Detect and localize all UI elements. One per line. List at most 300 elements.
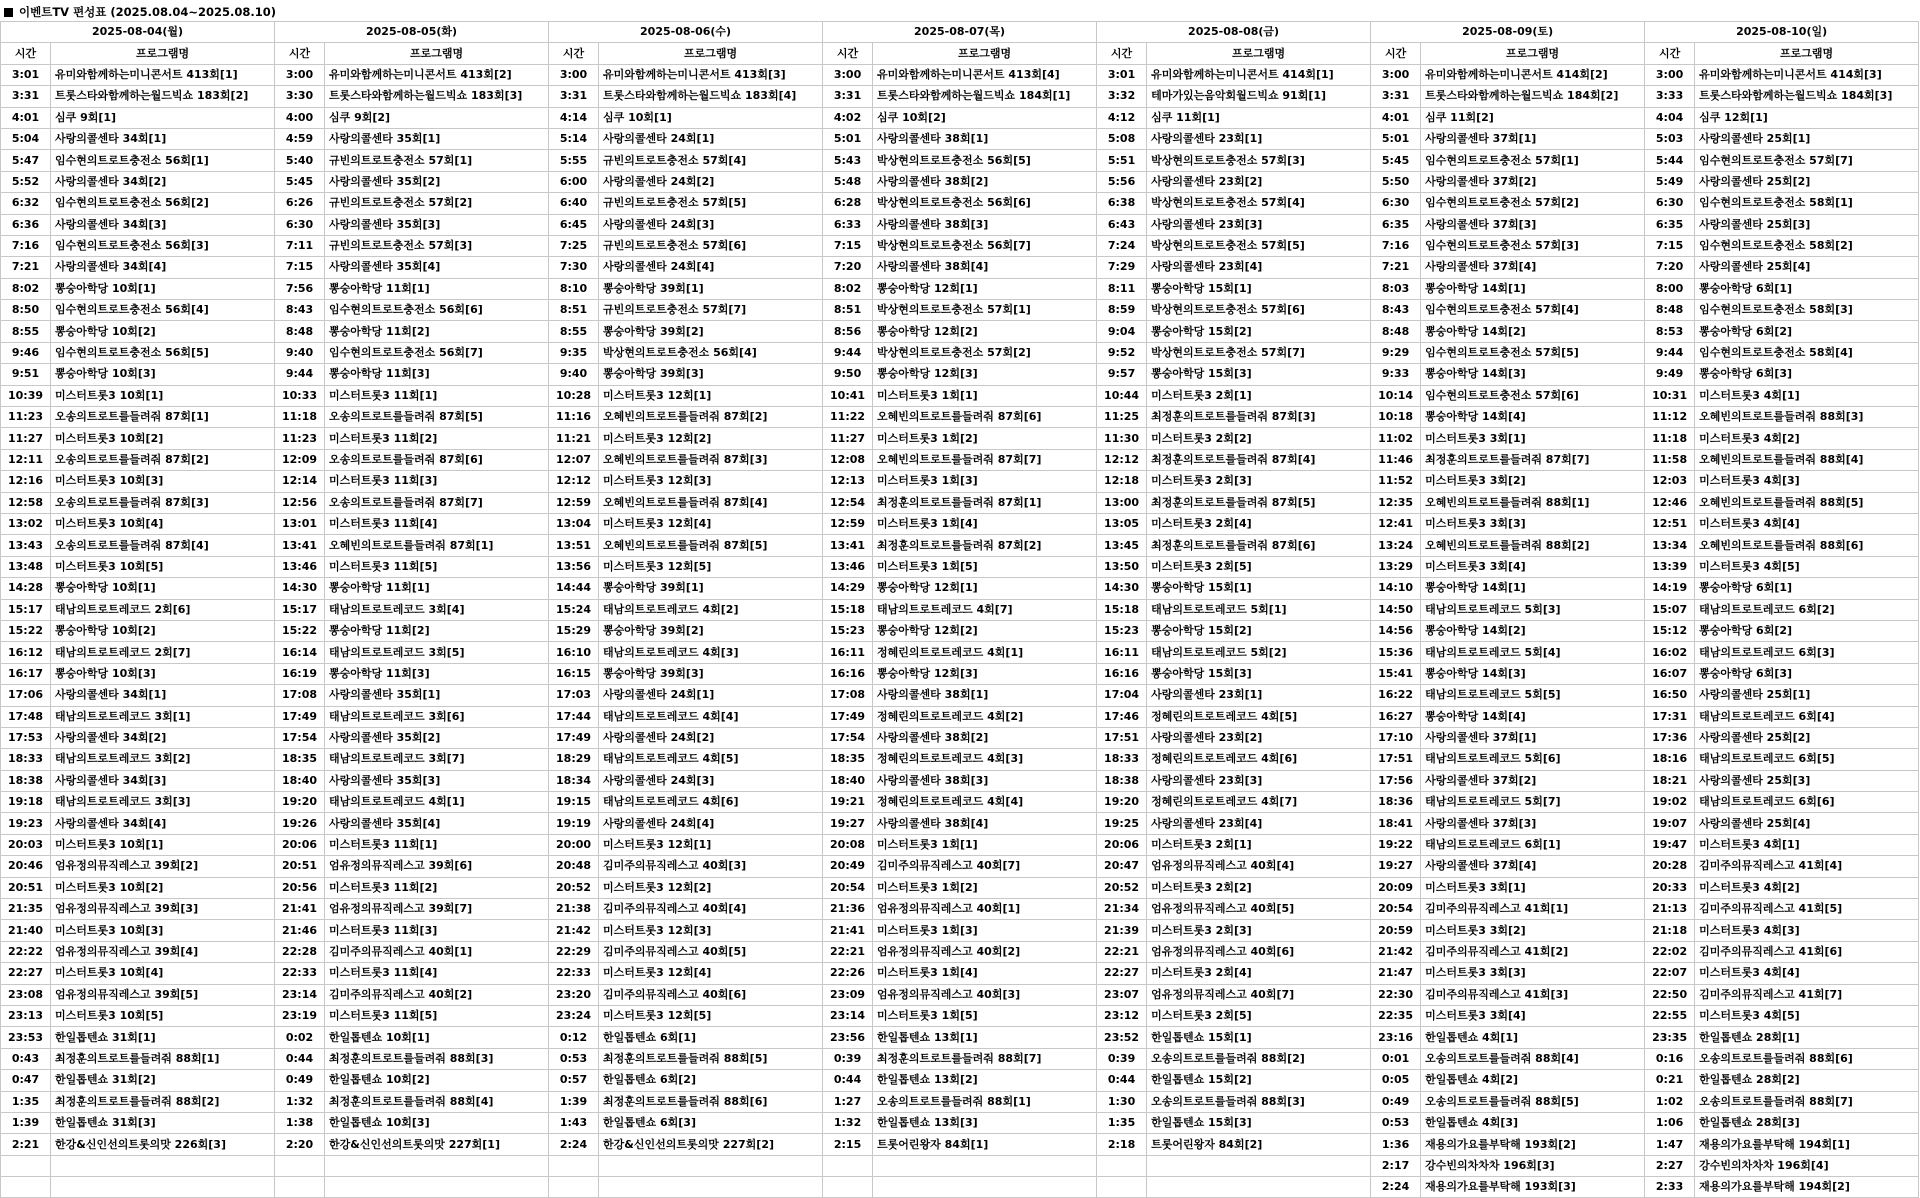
time-cell: 0:12	[549, 1027, 599, 1048]
time-cell: 8:43	[275, 300, 325, 321]
time-cell: 6:43	[1097, 214, 1147, 235]
time-cell: 21:42	[549, 920, 599, 941]
time-cell: 22:29	[549, 941, 599, 962]
program-cell: 박상현의트로트충전소 56회[5]	[873, 150, 1097, 171]
program-cell: 미스터트롯3 10회[2]	[51, 428, 275, 449]
program-cell: 트롯스타와함께하는월드빅쇼 184회[2]	[1421, 86, 1645, 107]
time-cell: 2:18	[1097, 1134, 1147, 1155]
time-cell: 21:34	[1097, 899, 1147, 920]
program-cell: 태남의트로트레코드 6회[1]	[1421, 834, 1645, 855]
time-cell: 3:31	[1, 86, 51, 107]
program-cell: 오송의트로트를들려줘 87회[6]	[325, 449, 549, 470]
program-cell: 유미와함께하는미니콘서트 414회[1]	[1147, 64, 1371, 85]
program-cell: 오송의트로트를들려줘 88회[2]	[1147, 1048, 1371, 1069]
table-row	[1, 321, 1919, 342]
program-cell: 오송의트로트를들려줘 88회[3]	[1147, 1091, 1371, 1112]
program-cell: 미스터트롯3 4회[1]	[1695, 834, 1919, 855]
time-cell: 11:22	[823, 407, 873, 428]
time-cell: 19:47	[1645, 834, 1695, 855]
program-cell: 태남의트로트레코드 3회[5]	[325, 642, 549, 663]
time-cell: 14:30	[1097, 578, 1147, 599]
time-cell: 12:14	[275, 471, 325, 492]
program-cell: 뽕숭아학당 11회[2]	[325, 321, 549, 342]
program-column-header: 프로그램명	[51, 43, 275, 64]
time-cell: 9:57	[1097, 364, 1147, 385]
time-cell: 9:44	[275, 364, 325, 385]
time-cell: 18:35	[275, 749, 325, 770]
program-cell: 사랑의콜센타 25회[1]	[1695, 128, 1919, 149]
program-cell: 트롯스타와함께하는월드빅쇼 184회[3]	[1695, 86, 1919, 107]
time-cell: 7:24	[1097, 235, 1147, 256]
time-cell: 0:39	[823, 1048, 873, 1069]
time-cell: 20:47	[1097, 856, 1147, 877]
time-cell: 5:48	[823, 171, 873, 192]
time-cell: 5:47	[1, 150, 51, 171]
time-cell: 5:14	[549, 128, 599, 149]
time-cell: 17:56	[1371, 770, 1421, 791]
time-cell: 18:35	[823, 749, 873, 770]
time-column-header: 시간	[549, 43, 599, 64]
program-cell: 태남의트로트레코드 4회[6]	[599, 792, 823, 813]
program-cell: 미스터트롯3 2회[3]	[1147, 471, 1371, 492]
time-cell: 9:46	[1, 342, 51, 363]
program-cell: 트롯어린왕자 84회[1]	[873, 1134, 1097, 1155]
time-cell: 18:40	[823, 770, 873, 791]
program-cell: 임수현의트로트충전소 57회[3]	[1421, 235, 1645, 256]
program-cell: 김미주의뮤직레스고 40회[1]	[325, 941, 549, 962]
program-cell: 임수현의트로트충전소 56회[5]	[51, 342, 275, 363]
time-cell: 23:14	[275, 984, 325, 1005]
table-row	[1, 385, 1919, 406]
time-cell: 8:55	[1, 321, 51, 342]
time-cell: 11:58	[1645, 449, 1695, 470]
program-cell	[325, 1177, 549, 1198]
program-cell: 뽕숭아학당 11회[1]	[325, 578, 549, 599]
program-cell: 박상현의트로트충전소 57회[1]	[873, 300, 1097, 321]
time-cell: 12:58	[1, 492, 51, 513]
program-cell: 사랑의콜센타 35회[1]	[325, 128, 549, 149]
program-cell: 미스터트롯3 10회[3]	[51, 471, 275, 492]
time-cell: 4:02	[823, 107, 873, 128]
time-cell	[823, 1177, 873, 1198]
time-cell: 1:36	[1371, 1134, 1421, 1155]
time-cell: 5:08	[1097, 128, 1147, 149]
time-cell: 6:30	[1371, 193, 1421, 214]
program-cell: 뽕숭아학당 6회[3]	[1695, 364, 1919, 385]
program-cell: 박상현의트로트충전소 57회[5]	[1147, 235, 1371, 256]
time-cell: 16:07	[1645, 663, 1695, 684]
program-cell: 미스터트롯3 12회[2]	[599, 428, 823, 449]
program-cell: 오송의트로트를들려줘 87회[1]	[51, 407, 275, 428]
time-cell: 13:48	[1, 556, 51, 577]
program-cell: 한일톱텐쇼 31회[1]	[51, 1027, 275, 1048]
time-cell: 18:21	[1645, 770, 1695, 791]
table-row	[1, 1048, 1919, 1069]
program-cell: 규빈의트로트충전소 57회[2]	[325, 193, 549, 214]
program-cell: 최정훈의트로트를들려줘 88회[1]	[51, 1048, 275, 1069]
program-cell: 미스터트롯3 2회[4]	[1147, 963, 1371, 984]
time-cell: 12:51	[1645, 513, 1695, 534]
program-cell: 임수현의트로트충전소 57회[2]	[1421, 193, 1645, 214]
time-cell: 17:48	[1, 706, 51, 727]
time-cell: 22:27	[1097, 963, 1147, 984]
program-cell: 미스터트롯3 11회[1]	[325, 834, 549, 855]
date-header: 2025-08-08(금)	[1097, 22, 1371, 43]
program-cell: 미스터트롯3 10회[3]	[51, 920, 275, 941]
program-cell: 최정훈의트로트를들려줘 88회[7]	[873, 1048, 1097, 1069]
time-cell: 21:38	[549, 899, 599, 920]
time-cell: 21:40	[1, 920, 51, 941]
program-cell: 오송의트로트를들려줘 87회[7]	[325, 492, 549, 513]
program-cell: 태남의트로트레코드 3회[4]	[325, 599, 549, 620]
program-cell: 사랑의콜센타 24회[1]	[599, 685, 823, 706]
time-column-header: 시간	[1097, 43, 1147, 64]
program-cell: 뽕숭아학당 15회[2]	[1147, 321, 1371, 342]
time-cell: 23:53	[1, 1027, 51, 1048]
time-cell: 13:34	[1645, 535, 1695, 556]
program-cell: 오혜빈의트로트를들려줘 88회[6]	[1695, 535, 1919, 556]
time-cell: 5:52	[1, 171, 51, 192]
time-cell: 17:44	[549, 706, 599, 727]
time-cell: 8:00	[1645, 278, 1695, 299]
program-cell: 오송의트로트를들려줘 87회[3]	[51, 492, 275, 513]
program-cell: 엄유정의뮤직레스고 40회[5]	[1147, 899, 1371, 920]
program-cell	[51, 1177, 275, 1198]
program-cell: 최정훈의트로트를들려줘 88회[6]	[599, 1091, 823, 1112]
time-cell: 18:38	[1097, 770, 1147, 791]
program-cell: 한일톱텐쇼 10회[3]	[325, 1112, 549, 1133]
program-cell: 미스터트롯3 4회[4]	[1695, 513, 1919, 534]
time-cell: 11:23	[1, 407, 51, 428]
time-cell: 9:52	[1097, 342, 1147, 363]
time-cell: 4:14	[549, 107, 599, 128]
time-cell: 15:07	[1645, 599, 1695, 620]
time-cell: 5:55	[549, 150, 599, 171]
time-cell: 20:59	[1371, 920, 1421, 941]
program-cell	[1147, 1177, 1371, 1198]
program-cell: 태남의트로트레코드 5회[7]	[1421, 792, 1645, 813]
page-title-text: 이벤트TV 편성표 (2025.08.04~2025.08.10)	[19, 5, 277, 19]
program-cell: 한일톱텐쇼 4회[1]	[1421, 1027, 1645, 1048]
program-cell: 미스터트롯3 1회[1]	[873, 385, 1097, 406]
time-cell: 14:44	[549, 578, 599, 599]
table-row	[1, 642, 1919, 663]
program-cell: 태남의트로트레코드 4회[7]	[873, 599, 1097, 620]
time-cell: 20:54	[823, 877, 873, 898]
time-cell: 13:01	[275, 513, 325, 534]
time-cell: 17:04	[1097, 685, 1147, 706]
time-cell: 3:00	[275, 64, 325, 85]
time-cell: 6:26	[275, 193, 325, 214]
program-cell: 엄유정의뮤직레스고 39회[6]	[325, 856, 549, 877]
program-cell: 한일톱텐쇼 28회[3]	[1695, 1112, 1919, 1133]
time-cell: 12:12	[1097, 449, 1147, 470]
program-cell: 뽕숭아학당 10회[3]	[51, 663, 275, 684]
program-column-header: 프로그램명	[325, 43, 549, 64]
time-cell: 15:36	[1371, 642, 1421, 663]
program-cell: 태남의트로트레코드 6회[3]	[1695, 642, 1919, 663]
program-cell: 한일톱텐쇼 10회[1]	[325, 1027, 549, 1048]
time-cell: 14:50	[1371, 599, 1421, 620]
program-cell: 사랑의콜센타 24회[4]	[599, 257, 823, 278]
program-cell: 뽕숭아학당 39회[3]	[599, 663, 823, 684]
program-cell: 사랑의콜센타 34회[2]	[51, 171, 275, 192]
program-cell: 사랑의콜센타 24회[3]	[599, 770, 823, 791]
program-cell: 정혜린의트로트레코드 4회[4]	[873, 792, 1097, 813]
program-cell: 트롯어린왕자 84회[2]	[1147, 1134, 1371, 1155]
program-cell	[599, 1177, 823, 1198]
program-cell: 사랑의콜센타 25회[4]	[1695, 813, 1919, 834]
time-cell: 13:56	[549, 556, 599, 577]
time-cell: 13:46	[275, 556, 325, 577]
time-cell: 7:15	[275, 257, 325, 278]
program-cell: 정혜린의트로트레코드 4회[6]	[1147, 749, 1371, 770]
time-cell: 12:46	[1645, 492, 1695, 513]
program-cell	[599, 1155, 823, 1176]
time-cell: 13:41	[823, 535, 873, 556]
time-cell: 19:27	[823, 813, 873, 834]
program-cell	[325, 1155, 549, 1176]
time-cell: 15:17	[1, 599, 51, 620]
date-header: 2025-08-09(토)	[1371, 22, 1645, 43]
program-cell: 김미주의뮤직레스고 40회[7]	[873, 856, 1097, 877]
time-cell	[275, 1177, 325, 1198]
table-row	[1, 599, 1919, 620]
time-cell: 13:05	[1097, 513, 1147, 534]
program-cell: 사랑의콜센타 35회[3]	[325, 214, 549, 235]
program-cell: 오송의트로트를들려줘 87회[5]	[325, 407, 549, 428]
program-cell: 유미와함께하는미니콘서트 414회[3]	[1695, 64, 1919, 85]
program-cell: 태남의트로트레코드 4회[4]	[599, 706, 823, 727]
program-cell: 미스터트롯3 1회[5]	[873, 556, 1097, 577]
time-cell: 22:33	[275, 963, 325, 984]
table-row	[1, 1005, 1919, 1026]
time-cell: 3:30	[275, 86, 325, 107]
time-cell: 14:29	[823, 578, 873, 599]
program-cell: 임수현의트로트충전소 56회[1]	[51, 150, 275, 171]
time-cell: 0:53	[549, 1048, 599, 1069]
program-cell: 사랑의콜센타 25회[3]	[1695, 214, 1919, 235]
time-cell: 5:04	[1, 128, 51, 149]
program-cell: 트롯스타와함께하는월드빅쇼 184회[1]	[873, 86, 1097, 107]
program-cell: 뽕숭아학당 11회[2]	[325, 620, 549, 641]
time-cell: 15:22	[275, 620, 325, 641]
time-cell: 14:10	[1371, 578, 1421, 599]
program-cell: 유미와함께하는미니콘서트 414회[2]	[1421, 64, 1645, 85]
table-row	[1, 128, 1919, 149]
time-cell: 8:51	[549, 300, 599, 321]
time-cell: 4:00	[275, 107, 325, 128]
time-cell: 21:18	[1645, 920, 1695, 941]
time-cell: 16:19	[275, 663, 325, 684]
schedule-table	[0, 21, 1919, 1198]
time-cell: 3:00	[1645, 64, 1695, 85]
program-cell: 한일톱텐쇼 13회[1]	[873, 1027, 1097, 1048]
program-cell: 미스터트롯3 3회[1]	[1421, 877, 1645, 898]
program-cell: 뽕숭아학당 11회[1]	[325, 278, 549, 299]
table-row	[1, 834, 1919, 855]
program-cell: 김미주의뮤직레스고 41회[6]	[1695, 941, 1919, 962]
program-cell: 최정훈의트로트를들려줘 88회[2]	[51, 1091, 275, 1112]
program-cell: 오혜빈의트로트를들려줘 87회[6]	[873, 407, 1097, 428]
program-cell: 재용의가요를부탁해 193회[3]	[1421, 1177, 1645, 1198]
time-cell: 13:46	[823, 556, 873, 577]
program-cell: 박상현의트로트충전소 57회[4]	[1147, 193, 1371, 214]
program-cell: 오혜빈의트로트를들려줘 87회[5]	[599, 535, 823, 556]
program-cell: 태남의트로트레코드 5회[1]	[1147, 599, 1371, 620]
time-cell: 16:27	[1371, 706, 1421, 727]
table-row	[1, 428, 1919, 449]
time-cell: 21:36	[823, 899, 873, 920]
program-cell: 뽕숭아학당 14회[1]	[1421, 278, 1645, 299]
time-cell: 11:18	[275, 407, 325, 428]
program-cell: 정혜린의트로트레코드 4회[7]	[1147, 792, 1371, 813]
program-cell: 미스터트롯3 11회[1]	[325, 385, 549, 406]
time-cell: 6:36	[1, 214, 51, 235]
table-row	[1, 1091, 1919, 1112]
time-cell: 12:07	[549, 449, 599, 470]
time-cell: 12:35	[1371, 492, 1421, 513]
time-cell: 8:48	[1371, 321, 1421, 342]
time-cell: 7:16	[1, 235, 51, 256]
time-cell: 17:53	[1, 727, 51, 748]
program-cell: 박상현의트로트충전소 57회[3]	[1147, 150, 1371, 171]
time-cell: 11:12	[1645, 407, 1695, 428]
time-cell: 19:02	[1645, 792, 1695, 813]
time-cell: 8:51	[823, 300, 873, 321]
table-row	[1, 407, 1919, 428]
time-cell: 10:18	[1371, 407, 1421, 428]
time-cell: 6:28	[823, 193, 873, 214]
time-cell: 4:59	[275, 128, 325, 149]
time-cell: 17:06	[1, 685, 51, 706]
time-cell: 12:11	[1, 449, 51, 470]
time-cell: 15:41	[1371, 663, 1421, 684]
program-cell: 미스터트롯3 4회[1]	[1695, 385, 1919, 406]
time-cell: 2:17	[1371, 1155, 1421, 1176]
program-cell: 미스터트롯3 1회[2]	[873, 428, 1097, 449]
time-cell: 10:44	[1097, 385, 1147, 406]
program-cell: 미스터트롯3 2회[1]	[1147, 834, 1371, 855]
program-cell: 최정훈의트로트를들려줘 87회[4]	[1147, 449, 1371, 470]
time-cell: 5:40	[275, 150, 325, 171]
time-cell: 17:36	[1645, 727, 1695, 748]
program-cell: 최정훈의트로트를들려줘 88회[4]	[325, 1091, 549, 1112]
program-cell: 사랑의콜센타 38회[3]	[873, 214, 1097, 235]
table-row	[1, 300, 1919, 321]
time-cell: 15:17	[275, 599, 325, 620]
table-row	[1, 86, 1919, 107]
program-cell: 미스터트롯3 4회[2]	[1695, 877, 1919, 898]
table-row	[1, 342, 1919, 363]
time-cell: 19:20	[1097, 792, 1147, 813]
table-row	[1, 685, 1919, 706]
time-cell: 1:39	[549, 1091, 599, 1112]
time-cell: 10:41	[823, 385, 873, 406]
time-cell: 8:50	[1, 300, 51, 321]
time-cell: 22:21	[823, 941, 873, 962]
time-cell: 20:52	[549, 877, 599, 898]
program-cell: 사랑의콜센타 34회[3]	[51, 214, 275, 235]
program-cell: 엄유정의뮤직레스고 39회[3]	[51, 899, 275, 920]
program-cell: 미스터트롯3 3회[1]	[1421, 428, 1645, 449]
program-cell: 미스터트롯3 3회[2]	[1421, 471, 1645, 492]
program-cell: 엄유정의뮤직레스고 40회[4]	[1147, 856, 1371, 877]
program-cell: 사랑의콜센타 25회[1]	[1695, 685, 1919, 706]
program-cell: 뽕숭아학당 39회[1]	[599, 278, 823, 299]
time-cell: 10:33	[275, 385, 325, 406]
time-cell: 2:27	[1645, 1155, 1695, 1176]
program-cell: 미스터트롯3 2회[2]	[1147, 877, 1371, 898]
time-cell: 21:39	[1097, 920, 1147, 941]
table-row	[1, 856, 1919, 877]
time-cell: 1:32	[275, 1091, 325, 1112]
time-cell: 16:50	[1645, 685, 1695, 706]
table-row	[1, 492, 1919, 513]
time-cell: 7:20	[1645, 257, 1695, 278]
time-cell: 22:50	[1645, 984, 1695, 1005]
time-cell: 7:29	[1097, 257, 1147, 278]
program-cell: 김미주의뮤직레스고 41회[3]	[1421, 984, 1645, 1005]
time-cell: 1:39	[1, 1112, 51, 1133]
program-cell: 미스터트롯3 12회[5]	[599, 1005, 823, 1026]
program-cell: 임수현의트로트충전소 58회[1]	[1695, 193, 1919, 214]
program-cell: 유미와함께하는미니콘서트 413회[4]	[873, 64, 1097, 85]
time-cell: 22:35	[1371, 1005, 1421, 1026]
program-cell: 미스터트롯3 4회[3]	[1695, 471, 1919, 492]
time-cell: 11:21	[549, 428, 599, 449]
program-cell: 뽕숭아학당 15회[3]	[1147, 663, 1371, 684]
program-cell: 뽕숭아학당 39회[1]	[599, 578, 823, 599]
time-cell: 6:45	[549, 214, 599, 235]
program-cell: 엄유정의뮤직레스고 40회[3]	[873, 984, 1097, 1005]
program-cell: 오송의트로트를들려줘 88회[6]	[1695, 1048, 1919, 1069]
time-cell: 18:33	[1097, 749, 1147, 770]
time-cell: 22:30	[1371, 984, 1421, 1005]
program-cell: 오혜빈의트로트를들려줘 88회[2]	[1421, 535, 1645, 556]
time-cell: 3:00	[549, 64, 599, 85]
time-cell: 4:01	[1, 107, 51, 128]
program-cell: 미스터트롯3 3회[2]	[1421, 920, 1645, 941]
program-cell: 한강&신인선의트롯의맛 226회[3]	[51, 1134, 275, 1155]
time-cell: 9:51	[1, 364, 51, 385]
time-cell: 3:01	[1, 64, 51, 85]
time-cell: 13:43	[1, 535, 51, 556]
time-cell: 10:14	[1371, 385, 1421, 406]
time-cell: 15:22	[1, 620, 51, 641]
time-cell: 2:21	[1, 1134, 51, 1155]
time-cell: 5:45	[275, 171, 325, 192]
time-cell: 20:48	[549, 856, 599, 877]
program-cell: 오혜빈의트로트를들려줘 87회[1]	[325, 535, 549, 556]
program-cell: 사랑의콜센타 25회[4]	[1695, 257, 1919, 278]
time-cell: 16:15	[549, 663, 599, 684]
program-cell: 사랑의콜센타 37회[2]	[1421, 171, 1645, 192]
program-cell: 김미주의뮤직레스고 41회[1]	[1421, 899, 1645, 920]
program-cell: 사랑의콜센타 34회[1]	[51, 685, 275, 706]
time-cell: 18:16	[1645, 749, 1695, 770]
time-cell: 8:59	[1097, 300, 1147, 321]
time-cell: 23:52	[1097, 1027, 1147, 1048]
program-cell: 한일톱텐쇼 6회[3]	[599, 1112, 823, 1133]
program-cell: 박상현의트로트충전소 57회[7]	[1147, 342, 1371, 363]
program-cell: 한일톱텐쇼 15회[1]	[1147, 1027, 1371, 1048]
table-row	[1, 235, 1919, 256]
program-cell: 사랑의콜센타 35회[2]	[325, 171, 549, 192]
time-cell: 17:46	[1097, 706, 1147, 727]
time-cell: 21:41	[275, 899, 325, 920]
program-cell: 미스터트롯3 2회[3]	[1147, 920, 1371, 941]
